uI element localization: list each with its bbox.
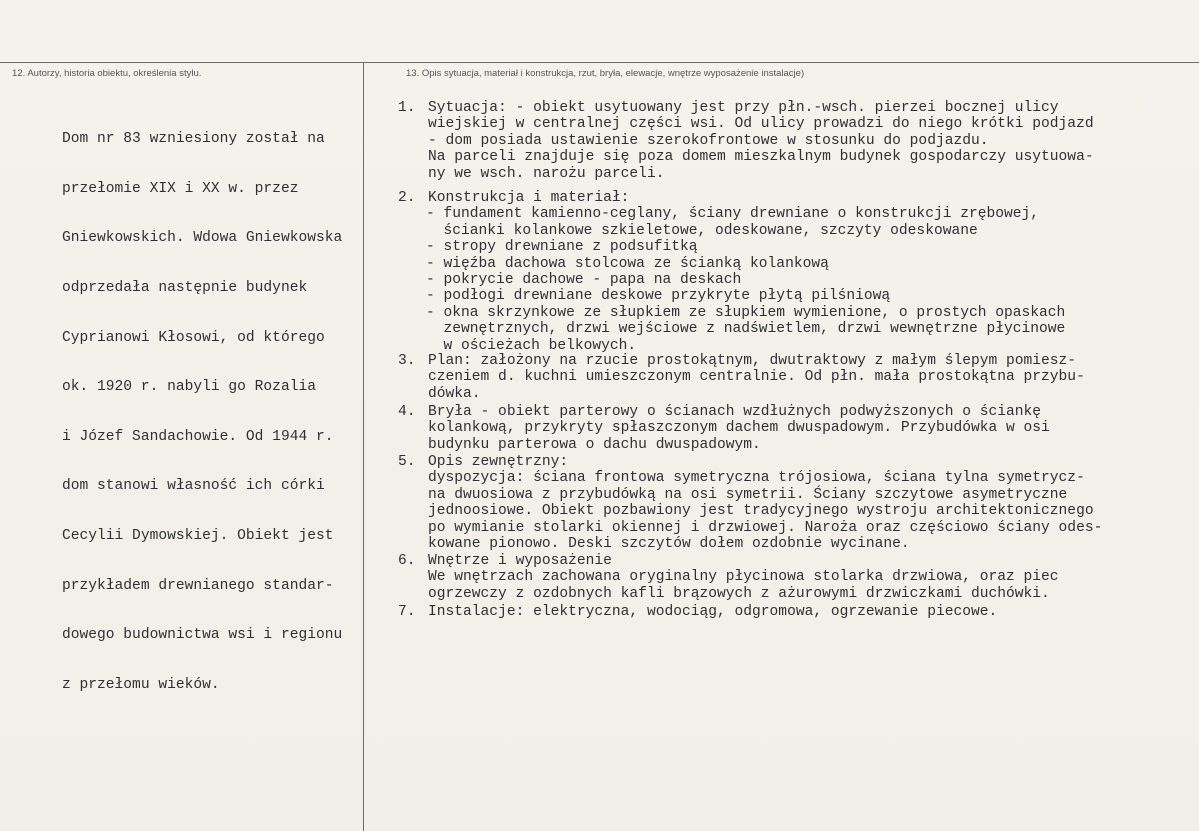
section-line: - okna skrzynkowe ze słupkiem ze słupkiem wymienione, o prostych opaskach xyxy=(426,304,1066,321)
history-line: Cyprianowi Kłosowi, od którego xyxy=(62,329,325,346)
section-line: jednoosiowe. Obiekt pozbawiony jest tradycyjnego wystroju architektonicznego xyxy=(428,503,1094,520)
section-heading: Wnętrze i wyposażenie xyxy=(428,553,612,569)
history-line: i Józef Sandachowie. Od 1944 r. xyxy=(62,428,334,445)
section-line: - podłogi drewniane deskowe przykryte płytą pilśniową xyxy=(426,288,891,305)
history-line: Dom nr 83 wzniesiony został na xyxy=(62,131,325,148)
section-line: dyspozycja: ściana frontowa symetryczna trójosiowa, ściana tylna symetrycz- xyxy=(428,470,1085,487)
section-heading: Plan: założony na rzucie prostokątnym, dwutraktowy z małym ślepym pomiesz- xyxy=(428,353,1077,369)
history-line: odprzedała następnie budynek xyxy=(62,279,308,296)
section-number: 6. xyxy=(398,553,416,569)
section-line: - dom posiada ustawienie szerokofrontowe w stosunku do podjazdu. xyxy=(428,132,989,149)
section-installations xyxy=(398,604,1198,620)
history-text xyxy=(62,98,367,726)
history-line: przykładem drewnianego standar- xyxy=(62,577,334,594)
section-line: - fundament kamienno-ceglany, ściany drewniane o konstrukcji zrębowej, xyxy=(426,206,1040,223)
section-line: zewnętrznych, drzwi wejściowe z nadświetlem, drzwi wewnętrzne płycinowe xyxy=(426,321,1066,338)
field-12-header: 12. Autorzy, historia obiektu, określenia stylu. xyxy=(12,68,202,79)
section-line: po wymianie stolarki okiennej i drzwiowej. Naroża oraz częściowo ściany odes- xyxy=(428,519,1103,536)
history-line: Gniewkowskich. Wdowa Gniewkowska xyxy=(62,230,343,247)
section-number: 5. xyxy=(398,454,416,470)
section-construction xyxy=(398,190,1198,354)
section-heading: Sytuacja: - obiekt usytuowany jest przy płn.-wsch. pierzei bocznej ulicy xyxy=(428,100,1059,116)
section-number: 4. xyxy=(398,404,416,420)
section-heading: Konstrukcja i materiał: xyxy=(428,190,630,206)
section-line: wiejskiej w centralnej części wsi. Od ulicy prowadzi do niego krótki podjazd xyxy=(428,116,1094,133)
section-plan xyxy=(398,353,1198,402)
section-line: czeniem d. kuchni umieszczonym centralnie. Od płn. mała prostokątna przybu- xyxy=(428,369,1085,386)
section-line: ny we wsch. narożu parceli. xyxy=(428,165,665,182)
history-line: dom stanowi własność ich córki xyxy=(62,478,325,495)
section-heading: Opis zewnętrzny: xyxy=(428,454,569,470)
section-line: budynku parterowa o dachu dwuspadowym. xyxy=(428,436,761,453)
section-line: - stropy drewniane z podsufitką xyxy=(426,239,698,256)
section-interior xyxy=(398,553,1198,602)
field-13-header: 13. Opis sytuacja, materiał i konstrukcja, rzut, bryła, elewacje, wnętrze wyposażenie instalacje) xyxy=(406,68,805,79)
section-line: - pokrycie dachowe - papa na deskach xyxy=(426,272,742,289)
section-exterior xyxy=(398,454,1198,552)
section-heading: Instalacje: elektryczna, wodociąg, odgromowa, ogrzewanie piecowe. xyxy=(428,604,998,620)
section-line: ścianki kolankowe szkieletowe, odeskowane, szczyty odeskowane xyxy=(426,222,978,239)
section-line: dówka. xyxy=(428,385,481,402)
section-number: 7. xyxy=(398,604,416,620)
section-line: We wnętrzach zachowana oryginalny płycinowa stolarka drzwiowa, oraz piec xyxy=(428,569,1059,586)
section-situation xyxy=(398,100,1198,182)
section-line: Na parceli znajduje się poza domem mieszkalnym budynek gospodarczy usytuowa- xyxy=(428,149,1094,166)
section-line: na dwuosiowa z przybudówką na osi symetrii. Ściany szczytowe asymetryczne xyxy=(428,486,1068,503)
section-number: 2. xyxy=(398,190,416,206)
section-number: 3. xyxy=(398,353,416,369)
section-line: ogrzewczy z ozdobnych kafli brązowych z ażurowymi drzwiczkami duchówki. xyxy=(428,585,1050,602)
history-line: ok. 1920 r. nabyli go Rozalia xyxy=(62,379,316,396)
section-line: w ościeżach belkowych. xyxy=(426,337,637,354)
history-line: Cecylii Dymowskiej. Obiekt jest xyxy=(62,527,334,544)
history-line: dowego budownictwa wsi i regionu xyxy=(62,627,343,644)
history-line: przełomie XIX i XX w. przez xyxy=(62,180,299,197)
header-divider xyxy=(0,62,1199,63)
section-line: kolankową, przykryty spłaszczonym dachem dwuspadowym. Przybudówka w osi xyxy=(428,420,1050,437)
history-line: z przełomu wieków. xyxy=(62,676,220,693)
section-line: kowane pionowo. Deski szczytów dołem ozdobnie wycinane. xyxy=(428,536,910,553)
section-heading: Bryła - obiekt parterowy o ścianach wzdłużnych podwyższonych o ściankę xyxy=(428,404,1042,420)
section-massing xyxy=(398,404,1198,453)
section-number: 1. xyxy=(398,100,416,116)
section-line: - więźba dachowa stolcowa ze ścianką kolankową xyxy=(426,255,829,272)
